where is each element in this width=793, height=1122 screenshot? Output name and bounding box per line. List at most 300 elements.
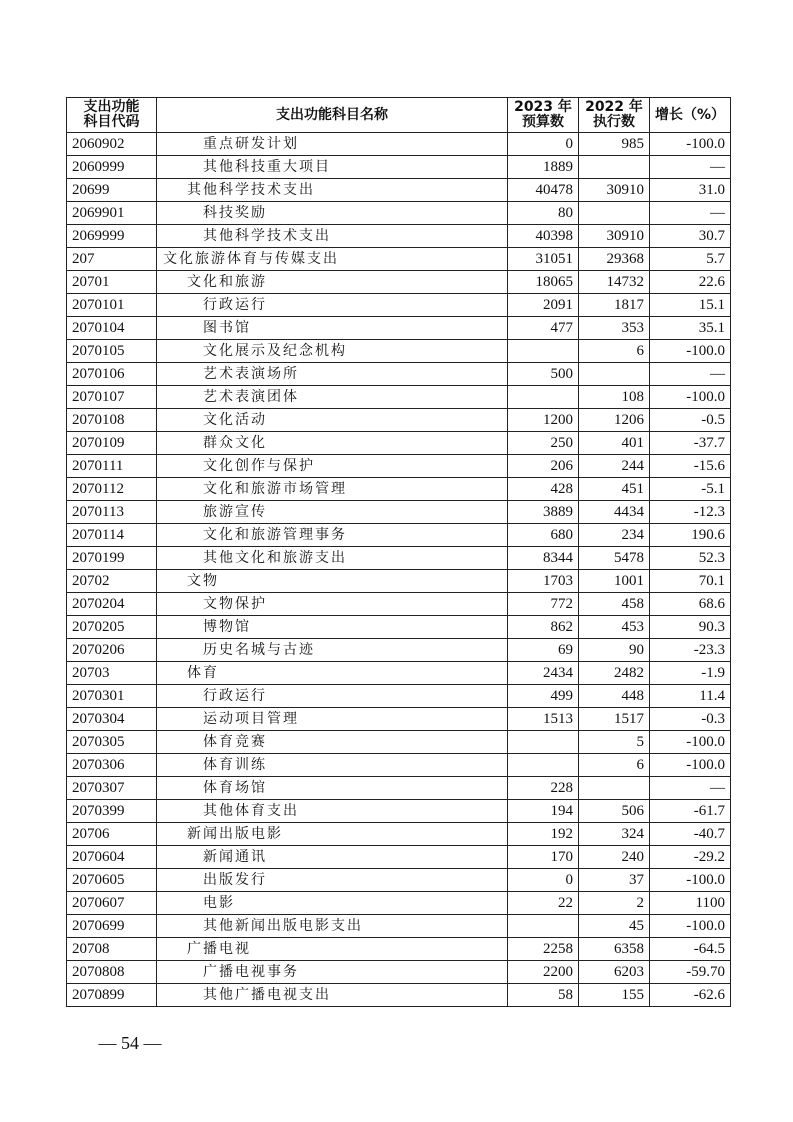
row-name-cell [157,961,508,984]
row-budget-2023-text: 500 [550,366,573,382]
row-exec-2022-text: 6 [636,757,644,773]
row-code-text: 2070113 [72,504,124,520]
row-growth-text: -59.70 [686,964,725,980]
row-code-cell [67,961,157,984]
row-name-text: 历史名城与古迹 [203,642,315,658]
row-budget-2023-cell [508,225,579,248]
row-name-cell [157,984,508,1007]
row-budget-2023-cell [508,593,579,616]
row-code-cell [67,202,157,225]
row-code-cell [67,984,157,1007]
row-code-cell [67,432,157,455]
row-name-cell [157,432,508,455]
row-exec-2022-text: 108 [621,389,644,405]
row-name-cell [157,202,508,225]
row-growth-cell [650,846,731,869]
row-budget-2023-cell [508,823,579,846]
row-name-text: 体育场馆 [203,780,267,796]
row-exec-2022-text: 6358 [614,941,644,957]
row-code-cell [67,754,157,777]
row-code-text: 2070205 [72,619,125,635]
row-budget-2023-text: 40478 [535,182,573,198]
table-row [67,501,731,524]
row-code-cell [67,156,157,179]
row-growth-cell [650,478,731,501]
row-name-text: 出版发行 [203,872,267,888]
row-exec-2022-cell [579,386,650,409]
header-exec-2022-text: 2022 年 执行数 [585,99,643,130]
row-exec-2022-text: 240 [621,849,644,865]
row-growth-text: -1.9 [701,665,725,681]
row-name-text: 群众文化 [203,435,267,451]
row-growth-text: 15.1 [698,297,725,313]
row-name-cell [157,846,508,869]
row-name-text: 电影 [203,895,235,911]
table-row [67,409,731,432]
table-row [67,294,731,317]
row-exec-2022-cell [579,340,650,363]
row-name-text: 体育竞赛 [203,734,267,750]
table-row [67,731,731,754]
row-exec-2022-text: 401 [621,435,644,451]
row-code-text: 2060999 [72,159,125,175]
row-growth-text: — [710,205,725,221]
row-growth-cell [650,225,731,248]
row-name-cell [157,225,508,248]
row-code-cell [67,869,157,892]
row-exec-2022-cell [579,202,650,225]
row-budget-2023-text: 0 [565,136,573,152]
row-budget-2023-text: 772 [550,596,573,612]
row-code-text: 2070604 [72,849,125,865]
row-growth-cell [650,547,731,570]
row-exec-2022-cell [579,432,650,455]
row-code-cell [67,524,157,547]
row-code-text: 2070101 [72,297,125,313]
row-growth-text: -62.6 [693,987,725,1003]
row-name-cell [157,363,508,386]
row-name-cell [157,892,508,915]
row-budget-2023-cell [508,179,579,202]
table-row [67,179,731,202]
row-budget-2023-text: 69 [558,642,573,658]
row-exec-2022-cell [579,248,650,271]
row-budget-2023-cell [508,892,579,915]
table-row [67,846,731,869]
row-code-cell [67,685,157,708]
row-growth-text: -15.6 [693,458,725,474]
row-name-cell [157,179,508,202]
row-growth-text: 5.7 [706,251,725,267]
row-exec-2022-text: 1817 [614,297,644,313]
row-budget-2023-text: 22 [558,895,573,911]
row-exec-2022-text: 29368 [606,251,644,267]
row-budget-2023-text: 194 [550,803,573,819]
table-row [67,225,731,248]
row-exec-2022-cell [579,593,650,616]
row-name-text: 其他新闻出版电影支出 [203,918,363,934]
row-code-text: 2070206 [72,642,125,658]
row-budget-2023-cell [508,846,579,869]
row-code-text: 2070104 [72,320,125,336]
row-code-cell [67,731,157,754]
row-code-text: 2070111 [72,458,124,474]
row-code-cell [67,570,157,593]
row-growth-cell [650,294,731,317]
row-growth-text: 90.3 [698,619,725,635]
row-name-text: 其他广播电视支出 [203,987,331,1003]
row-name-cell [157,478,508,501]
row-growth-text: 22.6 [698,274,725,290]
row-growth-text: -40.7 [693,826,725,842]
row-growth-cell [650,455,731,478]
row-growth-text: -64.5 [693,941,725,957]
row-growth-cell [650,524,731,547]
row-growth-text: -0.3 [701,711,725,727]
header-name [157,98,508,133]
row-name-text: 行政运行 [203,297,267,313]
row-growth-cell [650,409,731,432]
row-exec-2022-text: 37 [629,872,644,888]
row-name-cell [157,777,508,800]
header-code [67,98,157,133]
row-name-text: 行政运行 [203,688,267,704]
row-exec-2022-cell [579,961,650,984]
table-row [67,685,731,708]
row-budget-2023-cell [508,133,579,156]
row-budget-2023-text: 206 [550,458,573,474]
row-code-cell [67,455,157,478]
row-growth-text: -100.0 [686,734,725,750]
row-exec-2022-cell [579,179,650,202]
row-exec-2022-text: 234 [621,527,644,543]
row-name-text: 文化展示及纪念机构 [203,343,347,359]
table-row [67,340,731,363]
row-exec-2022-cell [579,616,650,639]
table-row [67,317,731,340]
row-name-cell [157,593,508,616]
table-row [67,800,731,823]
table-row [67,386,731,409]
row-exec-2022-text: 353 [621,320,644,336]
row-exec-2022-text: 506 [621,803,644,819]
row-budget-2023-text: 2434 [543,665,573,681]
row-budget-2023-text: 228 [550,780,573,796]
row-growth-cell [650,731,731,754]
row-budget-2023-cell [508,455,579,478]
row-exec-2022-cell [579,478,650,501]
row-exec-2022-text: 45 [629,918,644,934]
row-growth-cell [650,639,731,662]
row-name-cell [157,685,508,708]
row-budget-2023-text: 3889 [543,504,573,520]
row-budget-2023-text: 477 [550,320,573,336]
row-exec-2022-text: 451 [621,481,644,497]
row-growth-text: 1100 [695,895,725,911]
row-budget-2023-cell [508,547,579,570]
row-code-text: 2070105 [72,343,125,359]
row-name-text: 其他文化和旅游支出 [203,550,347,566]
row-exec-2022-text: 5 [636,734,644,750]
row-budget-2023-cell [508,754,579,777]
row-code-text: 2070112 [72,481,124,497]
row-growth-cell [650,869,731,892]
row-budget-2023-text: 250 [550,435,573,451]
row-exec-2022-text: 985 [621,136,644,152]
row-budget-2023-text: 0 [565,872,573,888]
row-growth-cell [650,662,731,685]
row-name-text: 艺术表演场所 [203,366,299,382]
row-growth-cell [650,179,731,202]
row-budget-2023-cell [508,570,579,593]
row-name-text: 体育 [187,665,219,681]
row-code-text: 2069901 [72,205,125,221]
row-exec-2022-cell [579,639,650,662]
row-code-text: 2070107 [72,389,125,405]
row-budget-2023-cell [508,731,579,754]
table-row [67,248,731,271]
row-exec-2022-cell [579,869,650,892]
row-exec-2022-text: 244 [621,458,644,474]
row-budget-2023-cell [508,777,579,800]
row-growth-text: -61.7 [693,803,725,819]
row-code-cell [67,800,157,823]
row-growth-cell [650,961,731,984]
row-budget-2023-text: 40398 [535,228,573,244]
row-growth-cell [650,202,731,225]
row-name-text: 图书馆 [203,320,251,336]
row-budget-2023-cell [508,662,579,685]
row-exec-2022-cell [579,501,650,524]
row-growth-cell [650,777,731,800]
row-name-text: 运动项目管理 [203,711,299,727]
row-budget-2023-cell [508,501,579,524]
row-name-text: 广播电视事务 [203,964,299,980]
row-code-cell [67,363,157,386]
row-code-text: 2070106 [72,366,125,382]
row-code-cell [67,823,157,846]
row-exec-2022-cell [579,225,650,248]
row-budget-2023-cell [508,363,579,386]
row-exec-2022-text: 1517 [614,711,644,727]
row-exec-2022-text: 458 [621,596,644,612]
row-budget-2023-text: 80 [558,205,573,221]
row-growth-cell [650,892,731,915]
row-code-cell [67,386,157,409]
row-exec-2022-cell [579,524,650,547]
row-budget-2023-cell [508,156,579,179]
row-name-cell [157,823,508,846]
row-growth-cell [650,133,731,156]
row-code-text: 2070204 [72,596,125,612]
row-name-cell [157,915,508,938]
row-code-cell [67,547,157,570]
row-budget-2023-cell [508,984,579,1007]
row-exec-2022-text: 5478 [614,550,644,566]
row-growth-cell [650,984,731,1007]
row-name-cell [157,455,508,478]
row-growth-cell [650,754,731,777]
row-budget-2023-text: 1889 [543,159,573,175]
row-name-text: 其他体育支出 [203,803,299,819]
row-budget-2023-text: 428 [550,481,573,497]
row-code-text: 20699 [72,182,110,198]
table-row [67,823,731,846]
row-exec-2022-text: 155 [621,987,644,1003]
row-budget-2023-cell [508,938,579,961]
row-growth-cell [650,938,731,961]
row-code-text: 2060902 [72,136,125,152]
row-exec-2022-cell [579,754,650,777]
row-name-cell [157,524,508,547]
row-name-text: 其他科学技术支出 [187,182,315,198]
row-growth-cell [650,248,731,271]
row-growth-cell [650,915,731,938]
row-budget-2023-cell [508,409,579,432]
row-name-cell [157,616,508,639]
header-budget-2023-text: 2023 年 预算数 [514,99,572,130]
row-exec-2022-cell [579,363,650,386]
row-growth-text: — [710,366,725,382]
table-row [67,938,731,961]
row-budget-2023-cell [508,708,579,731]
row-budget-2023-cell [508,248,579,271]
row-name-text: 新闻出版电影 [187,826,283,842]
table-row [67,639,731,662]
row-growth-cell [650,708,731,731]
row-growth-text: 35.1 [698,320,725,336]
row-growth-text: 30.7 [698,228,725,244]
table-row [67,984,731,1007]
row-growth-cell [650,593,731,616]
row-name-text: 科技奖励 [203,205,267,221]
table-row [67,570,731,593]
row-exec-2022-cell [579,846,650,869]
row-code-cell [67,892,157,915]
row-budget-2023-cell [508,869,579,892]
row-growth-cell [650,432,731,455]
row-exec-2022-cell [579,317,650,340]
row-code-cell [67,708,157,731]
table-row [67,961,731,984]
row-growth-cell [650,616,731,639]
table-row [67,524,731,547]
row-budget-2023-cell [508,386,579,409]
row-exec-2022-cell [579,662,650,685]
row-name-cell [157,340,508,363]
row-code-text: 2070304 [72,711,125,727]
row-code-cell [67,478,157,501]
row-name-text: 广播电视 [187,941,251,957]
row-exec-2022-cell [579,685,650,708]
row-name-cell [157,869,508,892]
row-growth-text: 31.0 [698,182,725,198]
row-code-text: 20703 [72,665,110,681]
row-exec-2022-cell [579,731,650,754]
row-name-text: 艺术表演团体 [203,389,299,405]
row-budget-2023-text: 2091 [543,297,573,313]
row-exec-2022-cell [579,915,650,938]
row-exec-2022-cell [579,777,650,800]
row-code-cell [67,593,157,616]
row-exec-2022-cell [579,409,650,432]
row-budget-2023-cell [508,271,579,294]
row-code-text: 2070307 [72,780,125,796]
row-name-text: 博物馆 [203,619,251,635]
row-exec-2022-text: 324 [621,826,644,842]
row-code-text: 20708 [72,941,110,957]
row-code-text: 2069999 [72,228,125,244]
table-row [67,547,731,570]
row-code-cell [67,501,157,524]
row-code-text: 20706 [72,826,110,842]
row-budget-2023-text: 18065 [535,274,573,290]
row-exec-2022-text: 4434 [614,504,644,520]
row-code-text: 2070399 [72,803,125,819]
table-header [67,98,731,133]
row-growth-text: -0.5 [701,412,725,428]
table-row [67,432,731,455]
row-name-text: 体育训练 [203,757,267,773]
row-exec-2022-cell [579,938,650,961]
row-name-cell [157,639,508,662]
row-exec-2022-text: 448 [621,688,644,704]
row-budget-2023-text: 1513 [543,711,573,727]
table-row [67,892,731,915]
row-code-text: 2070808 [72,964,125,980]
row-growth-cell [650,823,731,846]
row-exec-2022-text: 1206 [614,412,644,428]
row-exec-2022-cell [579,823,650,846]
row-growth-text: -37.7 [693,435,725,451]
header-budget-2023 [508,98,579,133]
row-name-cell [157,133,508,156]
header-code-text: 支出功能 科目代码 [83,99,140,130]
row-budget-2023-text: 1200 [543,412,573,428]
row-budget-2023-text: 2258 [543,941,573,957]
row-name-text: 文化活动 [203,412,267,428]
row-budget-2023-cell [508,202,579,225]
header-exec-2022 [579,98,650,133]
row-code-text: 20701 [72,274,110,290]
row-budget-2023-text: 862 [550,619,573,635]
row-name-cell [157,248,508,271]
row-code-cell [67,248,157,271]
row-budget-2023-cell [508,294,579,317]
row-growth-text: -100.0 [686,757,725,773]
row-exec-2022-text: 6203 [614,964,644,980]
row-growth-cell [650,685,731,708]
row-code-text: 2070605 [72,872,125,888]
row-name-cell [157,547,508,570]
row-growth-cell [650,800,731,823]
table-row [67,133,731,156]
row-name-text: 文物保护 [203,596,267,612]
row-growth-cell [650,156,731,179]
row-growth-text: — [710,159,725,175]
row-growth-text: -23.3 [693,642,725,658]
row-exec-2022-text: 6 [636,343,644,359]
row-budget-2023-cell [508,524,579,547]
row-code-text: 2070899 [72,987,125,1003]
table-row [67,616,731,639]
row-budget-2023-cell [508,340,579,363]
row-code-cell [67,340,157,363]
table-row [67,478,731,501]
row-budget-2023-text: 31051 [535,251,573,267]
table-body [67,133,731,1007]
row-budget-2023-text: 680 [550,527,573,543]
